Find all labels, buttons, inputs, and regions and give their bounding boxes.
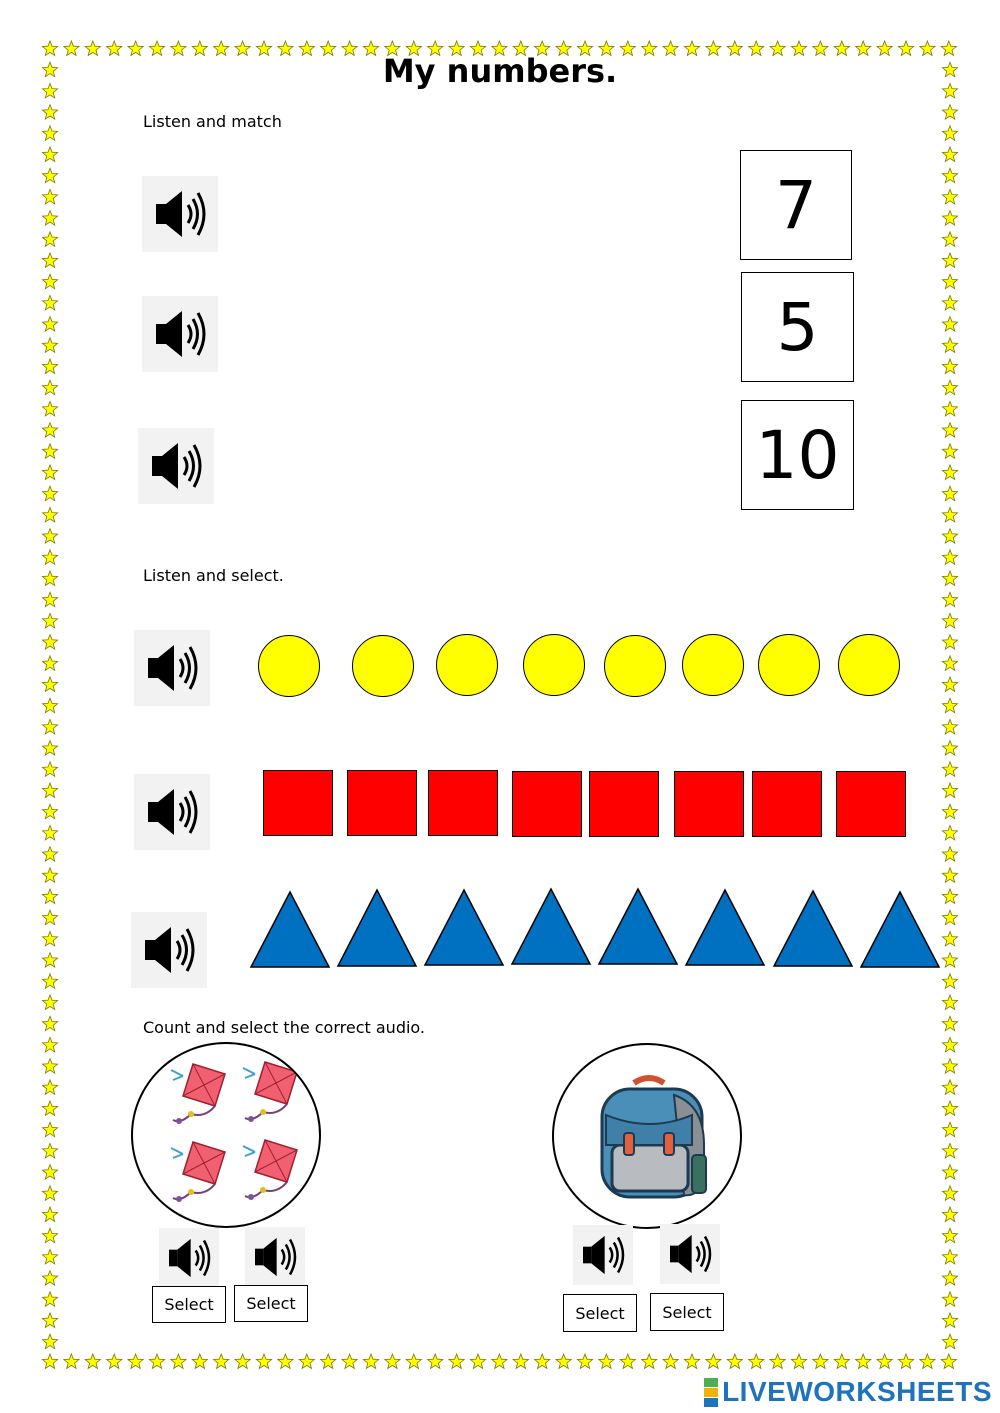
star-icon [942,804,957,819]
star-icon [85,1354,100,1369]
star-icon [449,1354,464,1369]
star-icon [942,592,957,607]
red-square [752,771,822,837]
star-icon [556,1354,571,1369]
star-icon [256,1354,271,1369]
blue-triangle [251,892,329,967]
speaker-button[interactable] [245,1227,305,1287]
star-icon [42,1143,57,1158]
star-icon [42,804,57,819]
speaker-button[interactable] [159,1228,219,1288]
star-icon [942,677,957,692]
star-icon [299,1354,314,1369]
star-icon [920,1354,935,1369]
yellow-circle [838,634,900,696]
star-icon [898,1354,913,1369]
star-icon [942,635,957,650]
star-icon [942,1186,957,1201]
star-icon [42,719,57,734]
star-icon [42,1080,57,1095]
speaker-icon [142,641,202,695]
yellow-circle [758,634,820,696]
star-icon [942,507,957,522]
star-icon [42,189,57,204]
star-icon [577,1354,592,1369]
star-icon [42,486,57,501]
star-icon [942,1249,957,1264]
speaker-icon [150,187,210,241]
speaker-icon [164,1235,214,1281]
star-icon [192,1354,207,1369]
yellow-circle [258,635,320,697]
star-icon [942,317,957,332]
star-icon [42,105,57,120]
star-icon [749,1354,764,1369]
red-square [512,771,582,837]
star-icon [942,211,957,226]
speaker-button[interactable] [134,774,210,850]
star-icon [942,847,957,862]
red-square [428,770,498,836]
star-icon [42,444,57,459]
star-icon [42,1271,57,1286]
star-icon [107,1354,122,1369]
star-icon [942,401,957,416]
star-icon [942,232,957,247]
star-icon [942,741,957,756]
speaker-icon [578,1232,628,1278]
star-icon [42,910,57,925]
star-icon [42,847,57,862]
star-icon [942,444,957,459]
star-icon [727,1354,742,1369]
star-icon [42,1228,57,1243]
star-icon [42,338,57,353]
star-icon [42,1122,57,1137]
brand-name: LIVEWORKSHEETS [722,1376,992,1407]
instruction-count-select: Count and select the correct audio. [143,1018,426,1037]
blue-triangle [425,890,503,965]
star-icon [942,656,957,671]
star-icon [42,931,57,946]
star-icon [42,762,57,777]
star-icon [42,868,57,883]
star-icon [684,1354,699,1369]
star-icon [942,613,957,628]
star-icon [942,550,957,565]
star-icon [42,571,57,586]
star-icon [942,486,957,501]
star-icon [42,232,57,247]
star-icon [942,295,957,310]
star-icon [42,783,57,798]
star-icon [642,1354,657,1369]
kite-icon [243,1140,297,1200]
star-icon [942,1143,957,1158]
star-icon [42,1313,57,1328]
star-icon [663,1354,678,1369]
star-icon [278,1354,293,1369]
number-box[interactable]: 10 [741,400,854,510]
star-icon [834,1354,849,1369]
star-icon [42,317,57,332]
star-icon [942,783,957,798]
red-square [674,771,744,837]
star-icon [942,465,957,480]
number-box[interactable]: 7 [740,150,852,260]
select-button[interactable]: Select [152,1286,226,1323]
speaker-icon [250,1234,300,1280]
star-icon [942,105,957,120]
star-icon [385,1354,400,1369]
star-icon [942,1165,957,1180]
star-icon [42,529,57,544]
speaker-button[interactable] [138,428,214,504]
star-icon [942,1101,957,1116]
star-icon [856,1354,871,1369]
yellow-circle [682,634,744,696]
yellow-circle [436,634,498,696]
speaker-icon [139,923,199,977]
star-icon [149,1354,164,1369]
star-icon [942,571,957,586]
star-icon [791,1354,806,1369]
blue-triangle [599,889,677,964]
star-icon [941,1354,956,1369]
star-icon [42,1165,57,1180]
star-icon [513,1354,528,1369]
star-icon [942,1292,957,1307]
star-icon [813,1354,828,1369]
star-icon [942,359,957,374]
star-icon [42,698,57,713]
star-icon [942,974,957,989]
star-icon [942,189,957,204]
star-icon [942,274,957,289]
star-icon [942,1271,957,1286]
star-icon [42,974,57,989]
speaker-button[interactable] [142,176,218,252]
star-icon [214,1354,229,1369]
star-icon [942,1313,957,1328]
blue-triangle [686,890,764,965]
backpack-picture [552,1043,742,1229]
star-icon [42,253,57,268]
star-icon [942,1080,957,1095]
star-icon [42,359,57,374]
blue-triangle [774,891,852,966]
select-button[interactable]: Select [563,1294,637,1332]
kite-icon [171,1142,225,1202]
star-icon [942,126,957,141]
yellow-circle [352,635,414,697]
star-icon [42,995,57,1010]
yellow-circle [523,634,585,696]
star-icon [42,889,57,904]
red-square [589,771,659,837]
star-icon [942,995,957,1010]
star-icon [42,380,57,395]
number-box[interactable]: 5 [741,272,854,382]
star-icon [42,274,57,289]
star-icon [42,613,57,628]
star-icon [42,656,57,671]
star-icon [42,550,57,565]
speaker-button[interactable] [660,1224,720,1284]
star-icon [42,635,57,650]
star-icon [706,1354,721,1369]
speaker-icon [142,785,202,839]
star-icon [620,1354,635,1369]
star-icon [942,380,957,395]
star-icon [942,1016,957,1030]
blue-triangle [338,890,416,966]
backpack-icon [602,1078,706,1197]
star-icon [942,698,957,713]
star-icon [535,1354,550,1369]
star-icon [363,1354,378,1369]
star-icon [42,1354,57,1369]
star-icon [942,719,957,734]
star-icon [42,677,57,692]
star-icon [42,465,57,480]
star-icon [492,1354,507,1369]
blue-triangle-row [246,884,946,972]
star-icon [321,1354,336,1369]
star-icon [171,1354,186,1369]
star-icon [770,1354,785,1369]
blue-triangle [512,889,590,964]
star-icon [942,168,957,183]
star-icon [42,1334,57,1349]
star-icon [942,529,957,544]
select-button[interactable]: Select [234,1285,308,1322]
kites-picture [131,1042,321,1228]
star-icon [42,401,57,416]
page-title: My numbers. [382,52,618,90]
star-icon [942,1059,957,1074]
speaker-button[interactable] [142,296,218,372]
speaker-button[interactable] [131,912,207,988]
star-icon [42,1101,57,1116]
star-icon [42,147,57,162]
star-icon [942,1207,957,1222]
red-square [347,770,417,836]
brand-mark-icon [704,1378,718,1407]
yellow-circle [604,635,666,697]
star-icon [42,507,57,522]
select-button[interactable]: Select [650,1293,724,1331]
star-icon [942,1122,957,1137]
star-icon [942,338,957,353]
star-icon [942,1228,957,1243]
red-square [836,771,906,837]
star-icon [942,1037,957,1052]
star-icon [128,1354,143,1369]
star-icon [42,1186,57,1201]
star-icon [942,147,957,162]
kite-icon [243,1062,297,1122]
star-icon [42,741,57,756]
star-icon [42,1037,57,1052]
star-icon [42,825,57,840]
brand-logo [704,1376,992,1408]
speaker-icon [150,307,210,361]
star-icon [42,592,57,607]
star-icon [428,1354,443,1369]
star-icon [877,1354,892,1369]
star-icon [942,253,957,268]
instruction-listen-select: Listen and select. [143,566,284,585]
star-icon [942,423,957,438]
star-icon [942,1334,957,1349]
instruction-listen-match: Listen and match [143,112,282,131]
star-icon [42,423,57,438]
star-icon [235,1354,250,1369]
blue-triangle [861,892,939,967]
star-icon [42,953,57,968]
star-icon [942,762,957,777]
speaker-icon [665,1231,715,1277]
star-icon [42,1059,57,1074]
star-icon [942,825,957,840]
star-icon [42,295,57,310]
star-icon [470,1354,485,1369]
star-icon [406,1354,421,1369]
star-icon [42,126,57,141]
star-icon [42,1249,57,1264]
star-icon [42,211,57,226]
star-icon [64,1354,79,1369]
star-icon [342,1354,357,1369]
speaker-icon [146,439,206,493]
speaker-button[interactable] [573,1225,633,1285]
star-icon [42,168,57,183]
star-icon [42,1207,57,1222]
star-icon [599,1354,614,1369]
star-icon [42,1292,57,1307]
speaker-button[interactable] [134,630,210,706]
kite-icon [171,1064,225,1124]
star-icon [942,868,957,883]
red-square [263,770,333,836]
star-icon [42,1016,57,1030]
